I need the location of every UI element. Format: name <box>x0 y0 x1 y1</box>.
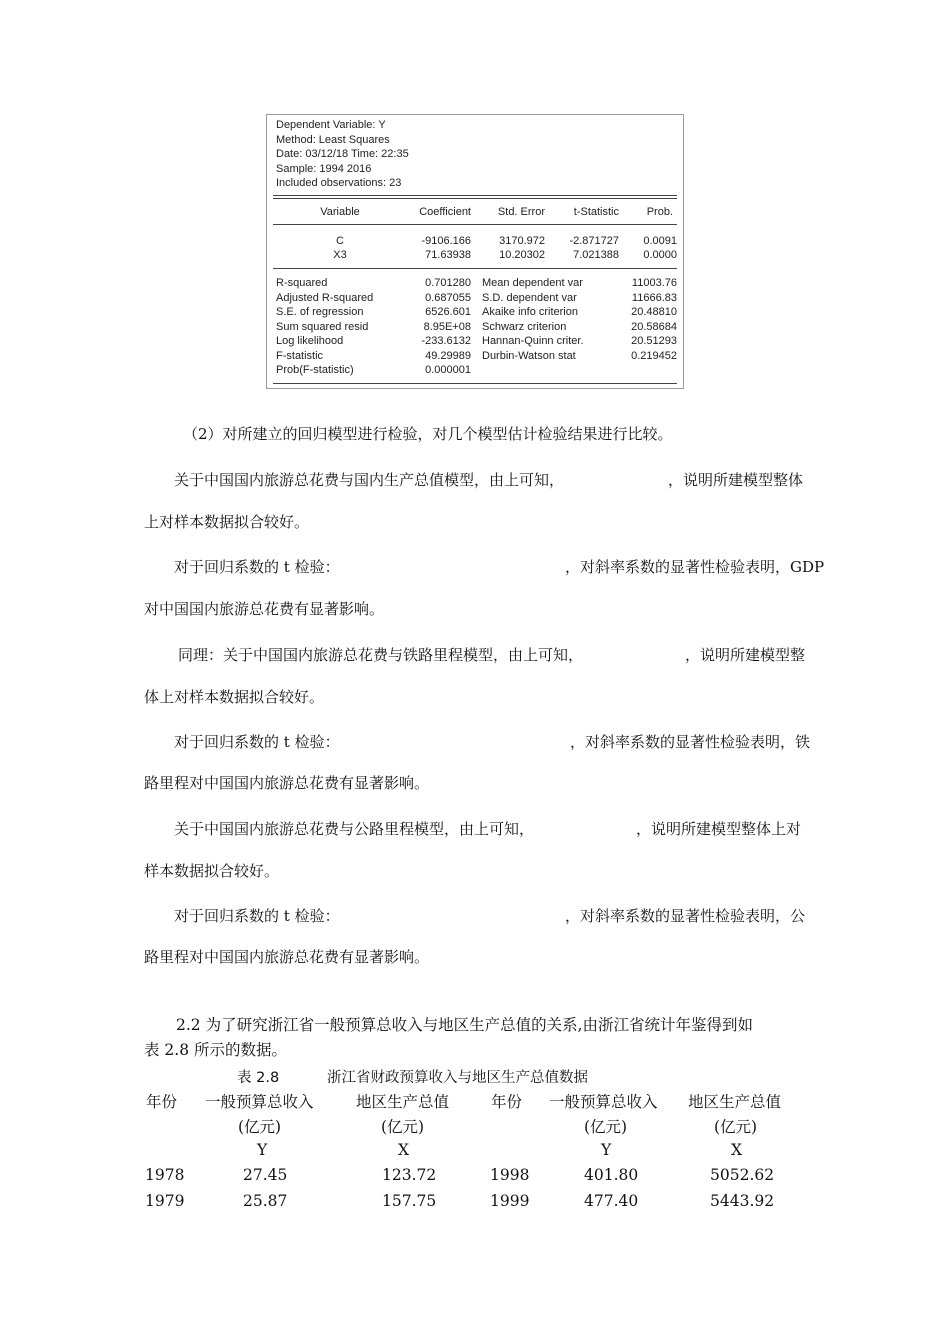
stat-value: 0.000001 <box>425 364 471 376</box>
paragraph: 路里程对中国国内旅游总花费有显著影响。 <box>144 774 430 792</box>
row-p: 0.0000 <box>643 249 677 261</box>
table-title: 浙江省财政预算收入与地区生产总值数据 <box>327 1070 588 1086</box>
table-cell: 401.80 <box>584 1166 639 1184</box>
paragraph: 对于回归系数的 t 检验： <box>174 907 340 925</box>
stat-label: S.E. of regression <box>276 306 364 318</box>
table-cell: 5443.92 <box>710 1192 775 1210</box>
stat-label: Prob(F-statistic) <box>276 364 354 376</box>
col-std-error: Std. Error <box>497 206 545 218</box>
paragraph: （2）对所建立的回归模型进行检验，对几个模型估计检验结果进行比较。 <box>183 425 673 443</box>
row-var: C <box>336 235 344 247</box>
unit-label: (亿元) <box>584 1118 628 1136</box>
stat-value: 11003.76 <box>631 277 677 289</box>
col-header-gdp: 地区生产总值 <box>688 1093 782 1111</box>
row-t: 7.021388 <box>573 249 619 261</box>
header-line: Sample: 1994 2016 <box>276 162 372 175</box>
stat-value: 0.687055 <box>425 291 471 304</box>
paragraph: 关于中国国内旅游总花费与公路里程模型，由上可知， <box>174 820 535 838</box>
col-variable: Variable <box>320 206 360 218</box>
col-header-gdp: 地区生产总值 <box>356 1093 450 1111</box>
unit-label: (亿元) <box>238 1118 282 1136</box>
stat-label: Log likelihood <box>276 335 344 347</box>
paragraph: ，说明所建模型整 <box>685 646 806 664</box>
header-line: Included observations: 23 <box>276 177 402 190</box>
col-header-year: 年份 <box>146 1093 178 1111</box>
divider <box>273 383 677 384</box>
row-coef: -9106.166 <box>421 235 471 247</box>
paragraph: ，对斜率系数的显著性检验表明，公 <box>565 907 806 925</box>
stat-label: Hannan-Quinn criter. <box>482 335 584 347</box>
symbol-y: Y <box>601 1141 612 1159</box>
table-cell: 1978 <box>145 1166 185 1184</box>
paragraph: 对于回归系数的 t 检验： <box>174 558 340 576</box>
paragraph: 同理：关于中国国内旅游总花费与铁路里程模型，由上可知， <box>178 646 584 664</box>
symbol-x: X <box>398 1141 410 1159</box>
paragraph: 2.2 为了研究浙江省一般预算总收入与地区生产总值的关系,由浙江省统计年鉴得到如 <box>176 1016 754 1034</box>
paragraph: 路里程对中国国内旅游总花费有显著影响。 <box>144 948 430 966</box>
col-header-year: 年份 <box>491 1093 523 1111</box>
stat-value: 20.58684 <box>631 320 677 333</box>
paragraph: ，对斜率系数的显著性检验表明，GDP <box>565 558 825 576</box>
table-cell: 1998 <box>490 1166 530 1184</box>
table-cell: 25.87 <box>243 1192 288 1210</box>
stat-value: 0.219452 <box>631 349 677 362</box>
paragraph: 上对样本数据拟合较好。 <box>144 513 310 531</box>
regression-header <box>276 118 409 191</box>
symbol-y: Y <box>257 1141 268 1159</box>
paragraph: 体上对样本数据拟合较好。 <box>144 688 325 706</box>
table-cell: 1999 <box>490 1192 530 1210</box>
col-t-statistic: t-Statistic <box>573 206 619 218</box>
regression-output <box>266 114 684 389</box>
col-coefficient: Coefficient <box>419 206 471 218</box>
stat-value: 0.701280 <box>425 277 471 289</box>
stat-value: 20.51293 <box>631 335 677 347</box>
stat-label: R-squared <box>276 277 328 289</box>
stat-value: 11666.83 <box>631 291 677 304</box>
stat-label: Mean dependent var <box>482 277 583 289</box>
paragraph: ，对斜率系数的显著性检验表明，铁 <box>570 733 811 751</box>
stat-label: Sum squared resid <box>276 320 369 333</box>
col-header-revenue: 一般预算总收入 <box>549 1093 658 1111</box>
stat-label: Akaike info criterion <box>482 306 578 318</box>
unit-label: (亿元) <box>381 1118 425 1136</box>
stat-label: Schwarz criterion <box>482 320 567 333</box>
symbol-x: X <box>731 1141 743 1159</box>
col-prob: Prob. <box>646 206 673 218</box>
paragraph: ，说明所建模型整体上对 <box>636 820 802 838</box>
row-t: -2.871727 <box>569 235 619 247</box>
stat-value: 8.95E+08 <box>423 320 471 333</box>
table-cell: 1979 <box>145 1192 185 1210</box>
table-cell: 27.45 <box>243 1166 288 1184</box>
divider <box>273 268 677 269</box>
row-p: 0.0091 <box>643 235 677 247</box>
row-se: 3170.972 <box>499 235 545 247</box>
stat-value: 6526.601 <box>425 306 471 318</box>
unit-label: (亿元) <box>714 1118 758 1136</box>
paragraph: 样本数据拟合较好。 <box>144 862 280 880</box>
row-var: X3 <box>333 249 347 261</box>
table-cell: 477.40 <box>584 1192 639 1210</box>
table-number: 表 2.8 <box>237 1070 280 1086</box>
stat-value: -233.6132 <box>421 335 471 347</box>
col-header-revenue: 一般预算总收入 <box>205 1093 314 1111</box>
paragraph: ，说明所建模型整体 <box>668 471 804 489</box>
paragraph: 对于回归系数的 t 检验： <box>174 733 340 751</box>
stat-value: 20.48810 <box>631 306 677 318</box>
stat-label: Durbin-Watson stat <box>482 349 576 362</box>
stat-label: F-statistic <box>276 349 324 362</box>
table-cell: 157.75 <box>382 1192 437 1210</box>
paragraph: 表 2.8 所示的数据。 <box>144 1041 288 1059</box>
table-cell: 123.72 <box>382 1166 437 1184</box>
divider <box>273 198 677 199</box>
paragraph: 对中国国内旅游总花费有显著影响。 <box>144 600 385 618</box>
stat-label: Adjusted R-squared <box>276 291 374 304</box>
divider <box>273 195 677 196</box>
header-line: Date: 03/12/18 Time: 22:35 <box>276 148 409 161</box>
table-cell: 5052.62 <box>710 1166 775 1184</box>
header-line: Dependent Variable: Y <box>276 119 386 131</box>
stat-value: 49.29989 <box>425 349 471 362</box>
stat-label: S.D. dependent var <box>482 291 577 304</box>
paragraph: 关于中国国内旅游总花费与国内生产总值模型，由上可知， <box>174 471 565 489</box>
header-line: Method: Least Squares <box>276 133 390 146</box>
row-se: 10.20302 <box>499 249 545 261</box>
divider <box>273 224 677 225</box>
row-coef: 71.63938 <box>425 249 471 261</box>
